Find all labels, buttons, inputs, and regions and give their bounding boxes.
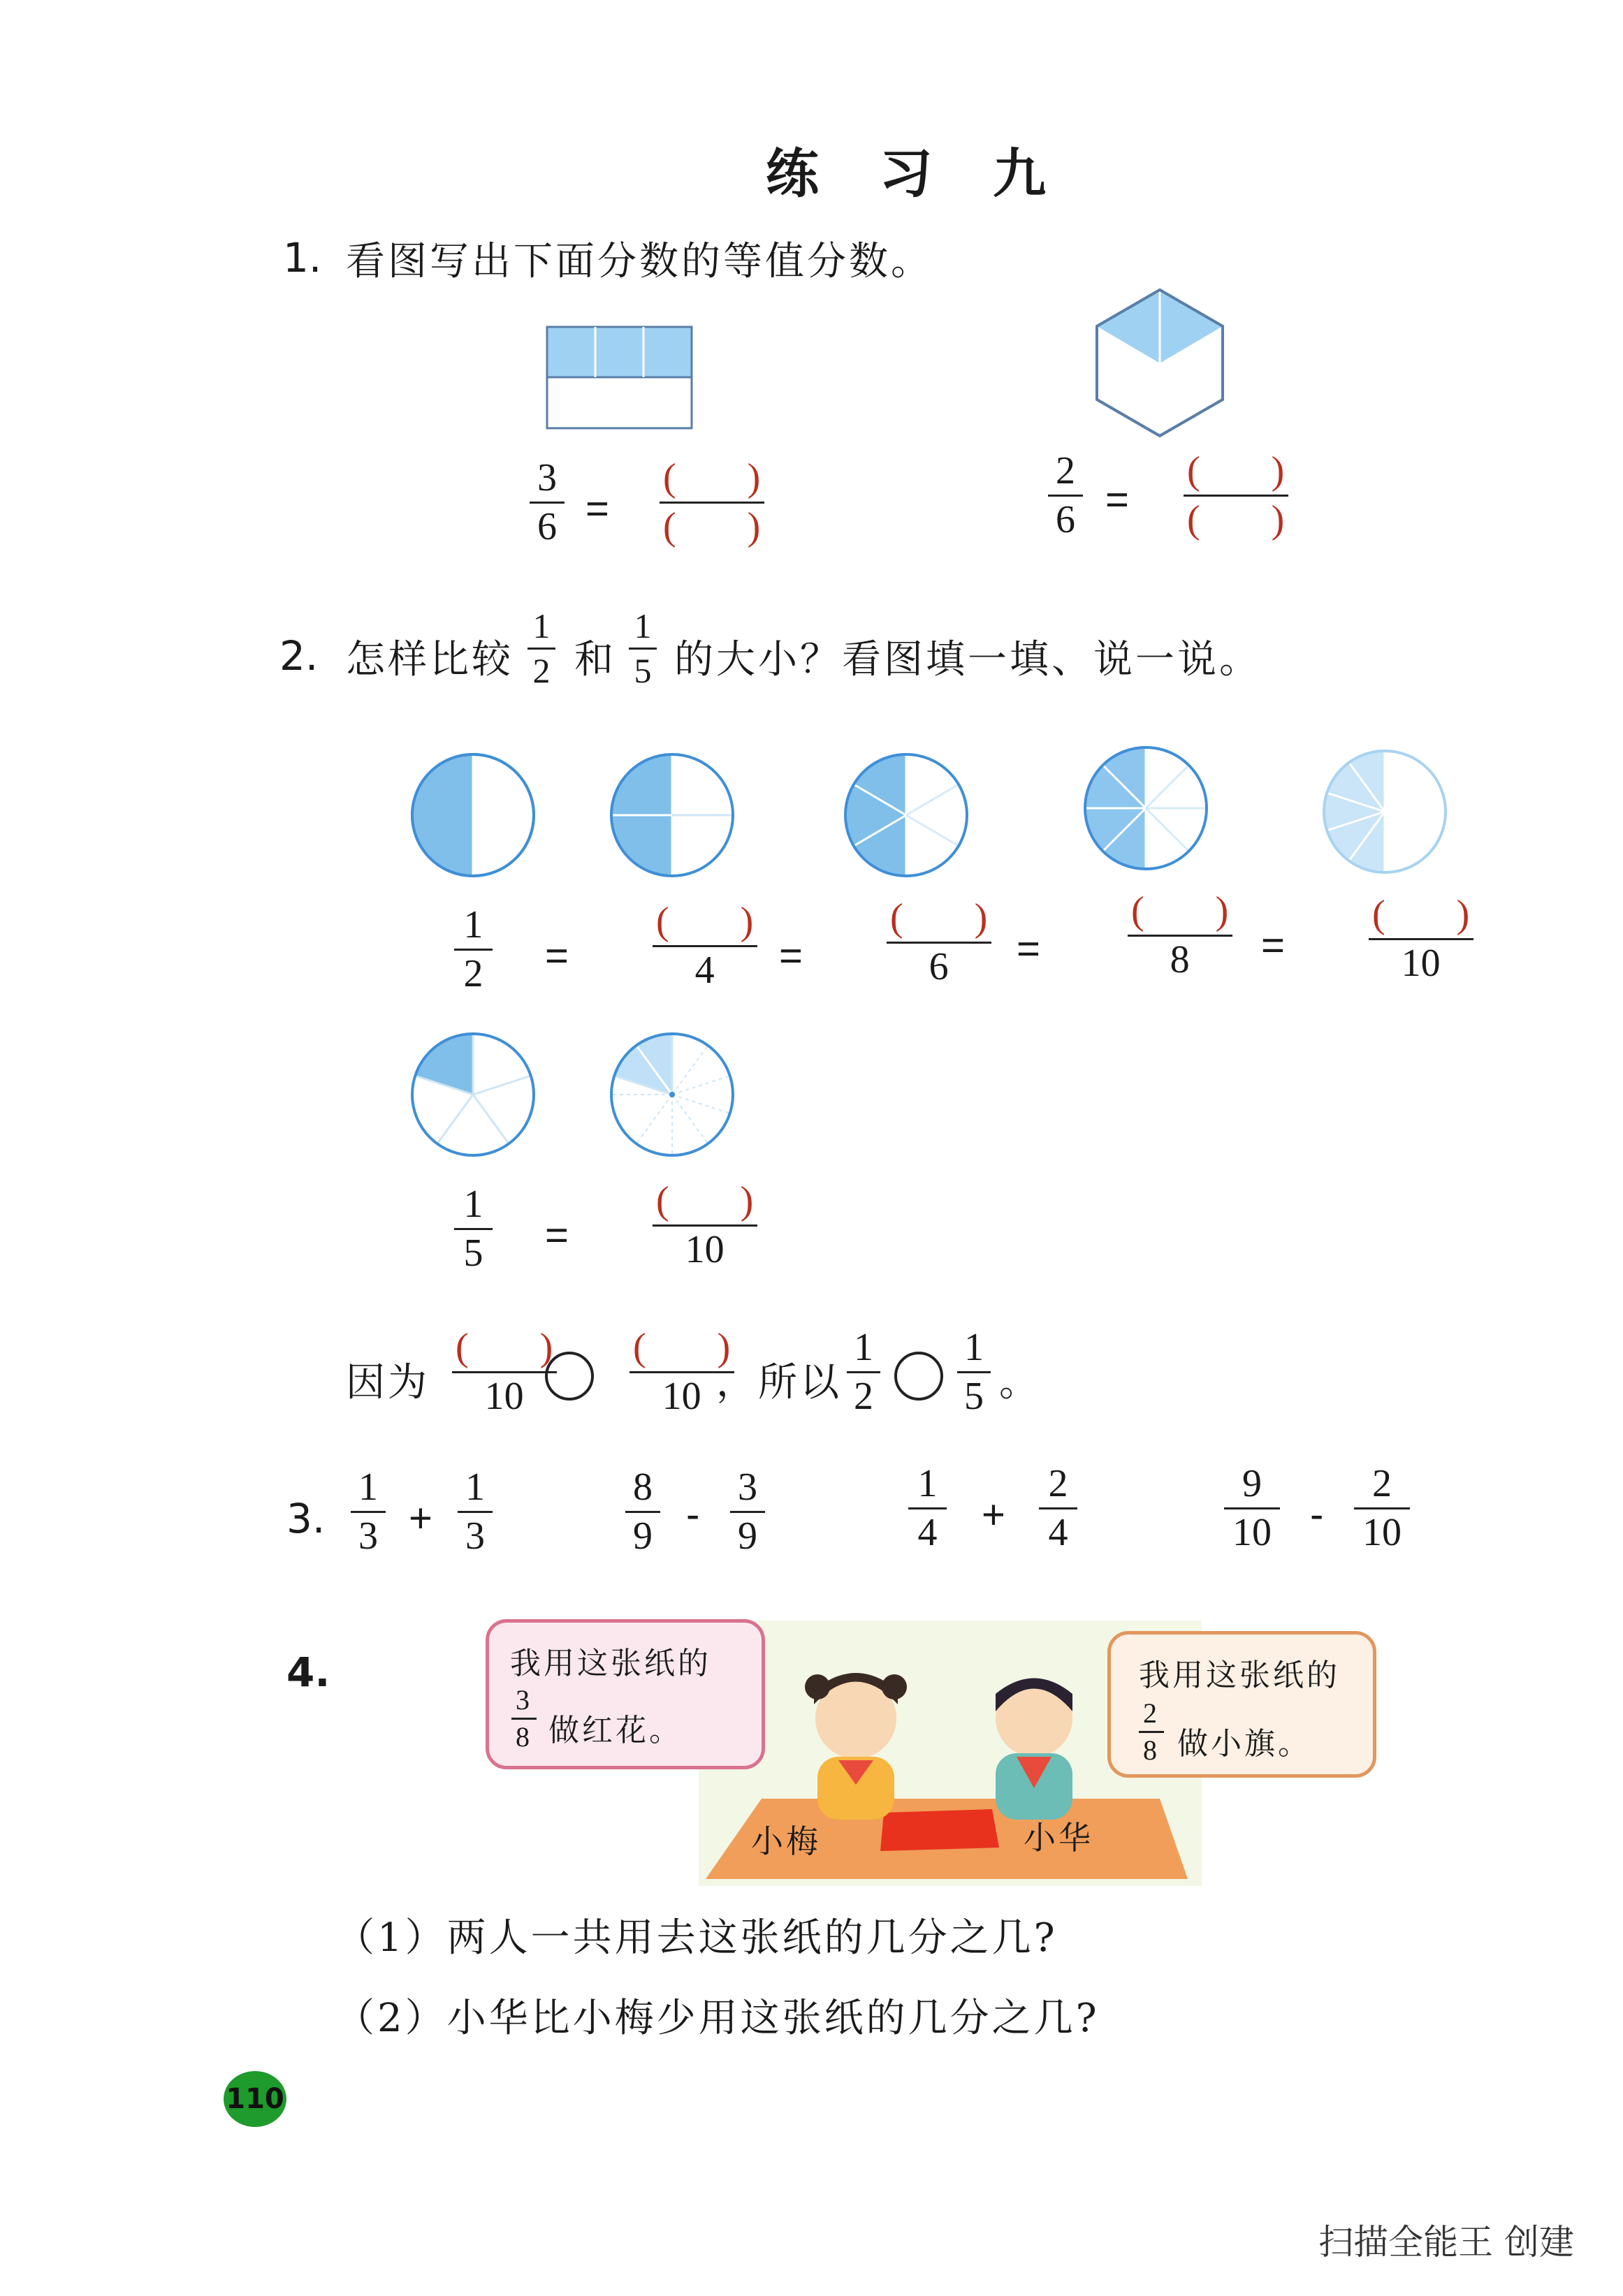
bubble-left-frac: 3 8 [511,1686,537,1752]
q3-item2-b: 3 9 [730,1467,765,1557]
equals-sign: = [545,933,569,979]
equals-sign: = [779,933,803,979]
q3-item3-op: + [982,1492,1005,1537]
so-text: ，所以 [716,1360,842,1405]
q1-hexagon-figure [1090,286,1230,444]
q2-frac-fifth: 1 5 [629,608,657,689]
q2-answer-8[interactable]: ( ) 8 [1100,891,1259,981]
q2-text-mid: 和 [574,637,616,682]
bubble-right-line2: 做小旗。 [1177,1726,1311,1762]
compare-circle-1[interactable] [545,1352,594,1401]
circle-tenths-row2 [608,1030,741,1163]
equals-sign: = [1261,923,1285,968]
bubble-right-line1: 我用这张纸的 [1139,1658,1340,1693]
q2-frac-fifth-row2: 1 5 [454,1184,493,1274]
compare-frac-half: 1 2 [847,1327,880,1417]
q4-sub1: （1）两人一共用去这张纸的几分之几? [335,1915,1058,1961]
q2-frac-half-row1: 1 2 [454,905,493,995]
q1-number: 1. [283,234,322,281]
compare-answer-b[interactable]: ( ) 10 [602,1327,761,1417]
q3-item4-b: 2 10 [1354,1463,1410,1553]
q3-item1-op: + [409,1496,432,1541]
q2-text-before: 怎样比较 [346,637,514,682]
equals-sign: = [545,1213,569,1258]
compare-answer-a[interactable]: ( ) 10 [425,1327,583,1417]
q1-rect-figure [545,325,699,433]
q4-number: 4. [286,1648,330,1696]
compare-circle-2[interactable] [894,1352,943,1401]
circle-tenths [1320,747,1453,880]
q1-answer-b[interactable]: ( ) ( ) [1156,451,1315,541]
circle-sixths [842,751,975,884]
name-xiaomei: 小梅 [751,1822,821,1860]
q3-item2-op: - [686,1492,700,1537]
q1-text: 看图写出下面分数的等值分数。 [346,239,933,284]
equals-sign: = [1017,926,1040,972]
q1-frac-a: 3 6 [530,458,565,548]
q2-number: 2. [279,632,319,680]
q3-item4-a: 9 10 [1224,1463,1280,1553]
bubble-left-line2: 做红花。 [548,1713,683,1748]
q2-answer-6[interactable]: ( ) 6 [859,898,1018,988]
q4-sub2: （2）小华比小梅少用这张纸的几分之几? [335,1996,1100,2041]
q3-item3-a: 1 4 [908,1463,947,1553]
scanner-watermark: 扫描全能王 创建 [1318,2222,1574,2262]
q2-text-after: 的大小？看图填一填、说一说。 [674,637,1261,682]
q2-answer-10[interactable]: ( ) 10 [1341,894,1500,984]
because-text: 因为 [346,1360,430,1405]
end-mark: 。 [999,1360,1041,1405]
q3-item1-a: 1 3 [351,1467,386,1557]
page-title: 练 习 九 [766,142,1067,205]
q1-answer-a[interactable]: ( ) ( ) [632,458,791,548]
circle-quarters [608,751,741,884]
q3-item1-b: 1 3 [458,1467,493,1557]
compare-frac-fifth: 1 5 [957,1327,991,1417]
circle-fifths [409,1030,541,1163]
equals-sign: = [585,486,609,532]
q1-frac-b: 2 6 [1048,451,1083,541]
name-xiaohua: 小华 [1024,1819,1093,1857]
bubble-left-line1: 我用这张纸的 [510,1646,711,1681]
q2-frac-half: 1 2 [527,608,555,689]
bubble-right-frac: 2 8 [1139,1699,1164,1765]
speech-bubble-xiaohua [1107,1631,1376,1778]
circle-halves [409,751,541,884]
q3-item2-a: 8 9 [625,1467,660,1557]
page-number-badge: 110 [224,2071,286,2127]
q3-item4-op: - [1310,1492,1324,1537]
q3-item3-b: 2 4 [1039,1463,1077,1553]
q2-answer-fifth-10[interactable]: ( ) 10 [625,1180,784,1271]
q3-number: 3. [286,1495,326,1542]
circle-eighths [1082,744,1214,877]
equals-sign: = [1105,477,1129,522]
speech-bubble-xiaomei [486,1619,765,1769]
q2-answer-4[interactable]: ( ) 4 [625,901,784,991]
